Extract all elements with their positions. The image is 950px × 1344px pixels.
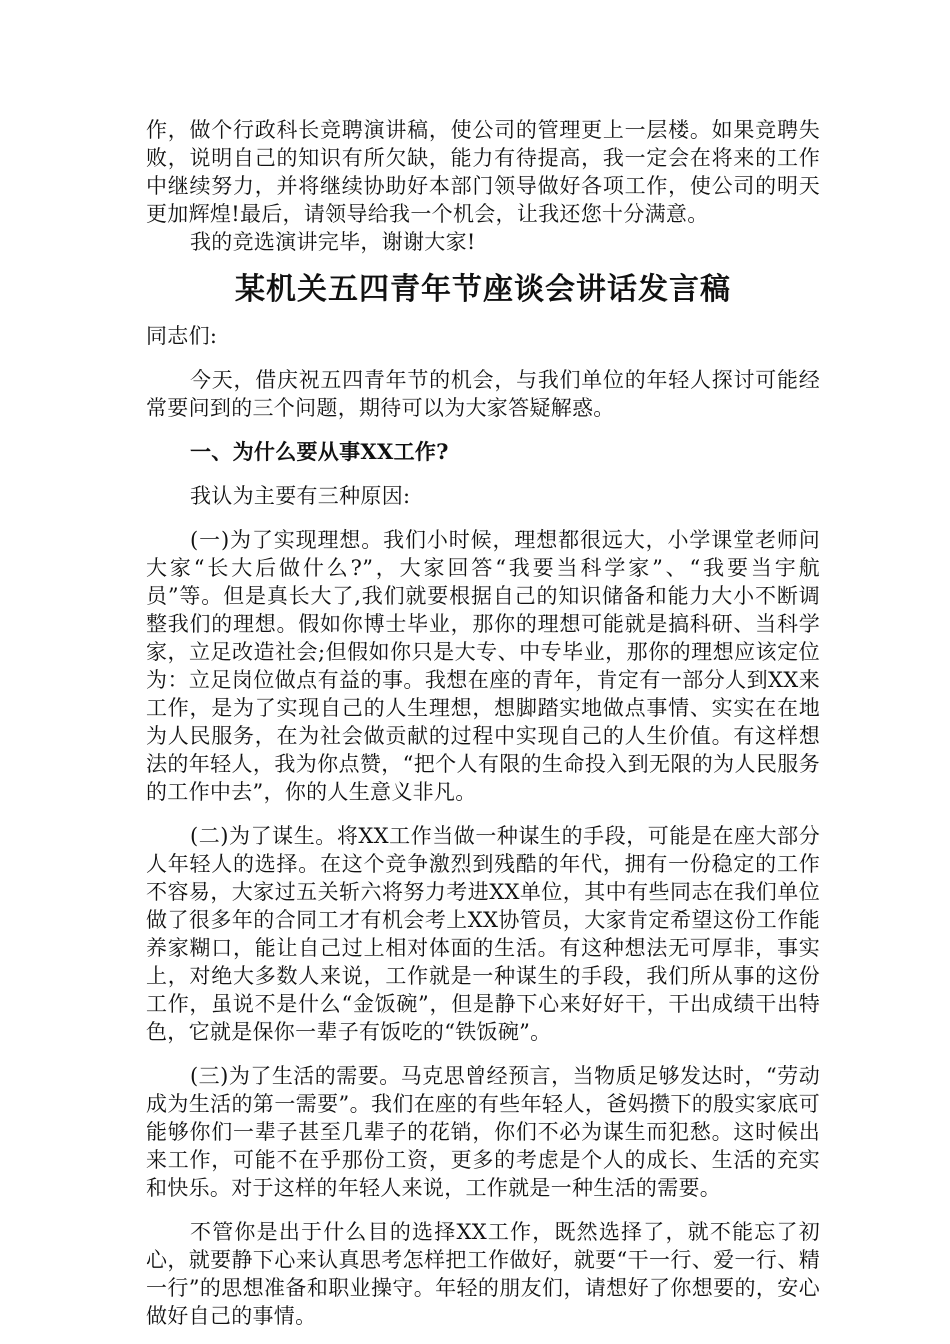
- conclusion-paragraph: 不管你是出于什么目的选择XX工作，既然选择了，就不能忘了初心，就要静下心来认真思考怎样把工作做好，就要“干一行、爱一行、精一行”的思想准备和职业操守。年轻的朋友们，请想好了你想要的，安心做好自己的事情。: [146, 1220, 820, 1328]
- intro-paragraph: 作，做个行政科长竞聘演讲稿，使公司的管理更上一层楼。如果竞聘失败，说明自己的知识有所欠缺，能力有待提高，我一定会在将来的工作中继续努力，并将继续协助好本部门领导做好各项工作，使公司的明天更加辉煌!最后，请领导给我一个机会，让我还您十分满意。: [146, 118, 820, 226]
- section-heading: 一、为什么要从事XX工作?: [190, 439, 449, 464]
- reasons-intro: 我认为主要有三种原因:: [190, 484, 411, 508]
- reason-three-paragraph: (三)为了生活的需要。马克思曾经预言，当物质足够发达时，“劳动成为生活的第一需要”。我们在座的有些年轻人，爸妈攒下的殷实家底可能够你们一辈子甚至几辈子的花销，你们不必为谋生而犯愁。这时候出来工作，可能不在乎那份工资，更多的考虑是个人的成长、生活的充实和快乐。对于这样的年轻人来说，工作就是一种生活的需要。: [146, 1064, 820, 1200]
- document-body: [146, 116, 820, 1330]
- closing-line: 我的竞选演讲完毕，谢谢大家!: [190, 230, 476, 254]
- reason-one-paragraph: (一)为了实现理想。我们小时候，理想都很远大，小学课堂老师问大家“长大后做什么?”，大家回答“我要当科学家”、“我要当宇航员”等。但是真长大了,我们就要根据自己的知识储备和能力大小不断调整我们的理想。假如你博士毕业，那你的理想可能就是搞科研、当科学家，立足改造社会;但假如你只是大专、中专毕业，那你的理想应该定位为：立足岗位做点有益的事。我想在座的青年，肯定有一部分人到XX来工作，是为了实现自己的人生理想，想脚踏实地做点事情、实实在在地为人民服务，在为社会做贡献的过程中实现自己的人生价值。有这样想法的年轻人，我为你点赞，“把个人有限的生命投入到无限的为人民服务的工作中去”，你的人生意义非凡。: [146, 528, 820, 804]
- opening-paragraph: 今天，借庆祝五四青年节的机会，与我们单位的年轻人探讨可能经常要问到的三个问题，期待可以为大家答疑解惑。: [146, 368, 820, 420]
- salutation: 同志们:: [146, 324, 218, 348]
- reason-two-paragraph: (二)为了谋生。将XX工作当做一种谋生的手段，可能是在座大部分人年轻人的选择。在这个竞争激烈到残酷的年代，拥有一份稳定的工作不容易，大家过五关斩六将努力考进XX单位，其中有些同志在我们单位做了很多年的合同工才有机会考上XX协管员，大家肯定希望这份工作能养家糊口，能让自己过上相对体面的生活。有这种想法无可厚非，事实上，对绝大多数人来说，工作就是一种谋生的手段，我们所从事的这份工作，虽说不是什么“金饭碗”，但是静下心来好好干，干出成绩干出特色，它就是保你一辈子有饭吃的“铁饭碗”。: [146, 824, 820, 1044]
- document-title: 某机关五四青年节座谈会讲话发言稿: [235, 272, 731, 307]
